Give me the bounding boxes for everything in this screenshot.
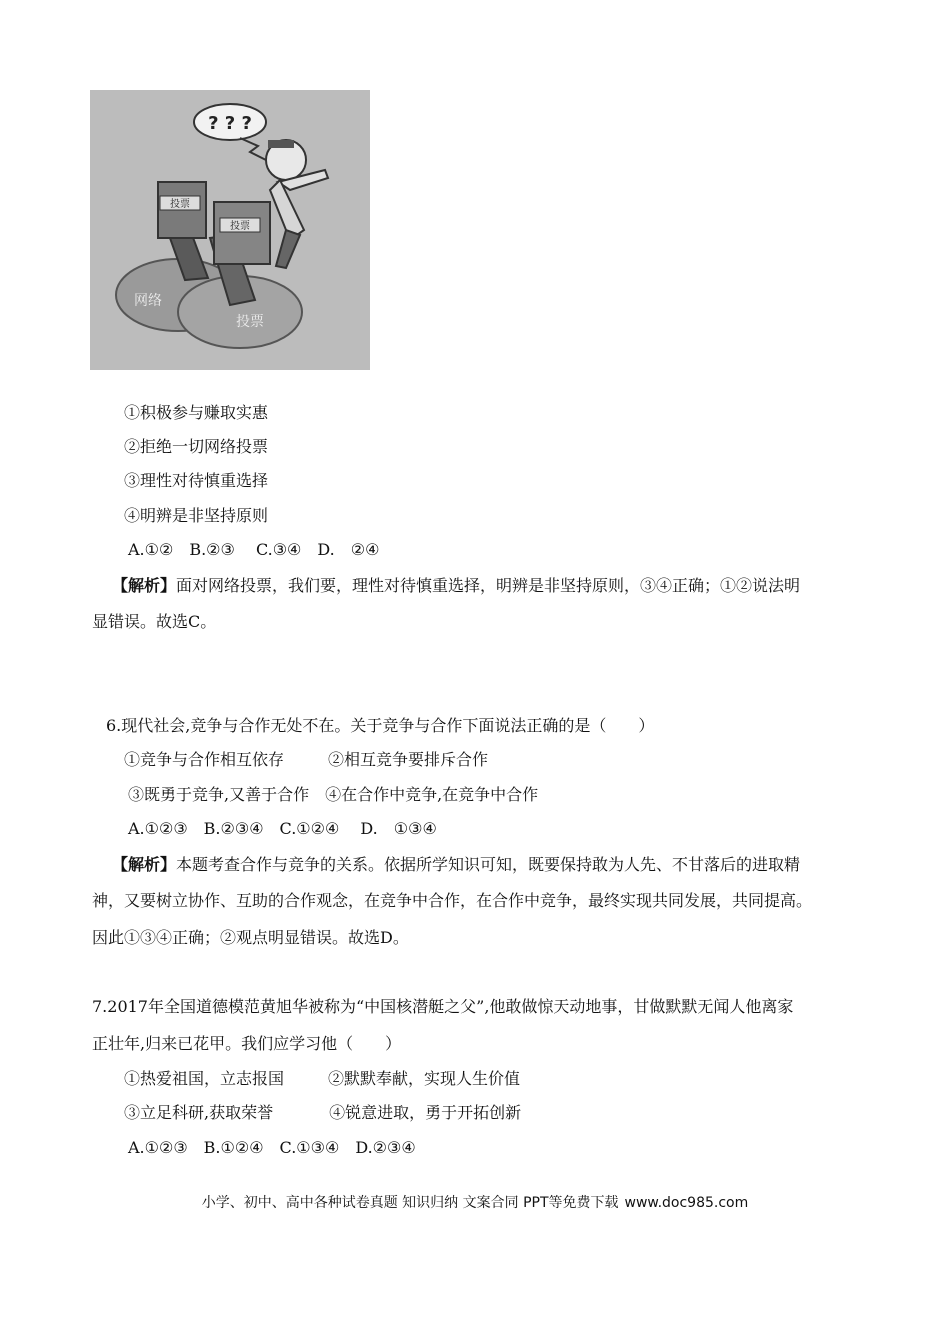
q7-option-4: ④锐意进取，勇于开拓创新 [329,1103,522,1122]
q5-option-2: ②拒绝一切网络投票 [124,437,269,456]
q7-option-2: ②默默奉献，实现人生价值 [328,1069,521,1088]
q6-options-row-2 [128,785,538,805]
q6-option-1: ①竞争与合作相互依存 [124,750,285,769]
q6-analysis-tag: 【解析】 [112,855,177,874]
q6-analysis-text-1: 本题考查合作与竞争的关系。依据所学知识可知，既要保持敢为人先、不甘落后的进取精 [176,855,801,874]
q6-analysis-line-3: 因此①③④正确；②观点明显错误。故选D。 [92,928,409,947]
q6-options-row-1 [124,750,488,770]
q6-choices: A.①②③ B.②③④ C.①②④ D. ①③④ [128,819,437,838]
q5-option-3: ③理性对待慎重选择 [124,471,269,490]
q7-options-row-1 [124,1069,520,1089]
voting-cartoon-image [90,90,370,370]
q5-analysis-line-1 [112,576,800,596]
bubble-right-label: 投票 [236,314,264,330]
q6-analysis-line-1 [112,855,800,875]
page-footer [0,1192,950,1212]
footer-text: 小学、初中、高中各种试卷真题 知识归纳 文案合同 PPT等免费下载 [201,1195,619,1211]
q7-choices: A.①②③ B.①②④ C.①③④ D.②③④ [128,1138,416,1157]
ballot-box-right-label: 投票 [230,221,250,232]
q7-options-row-2 [124,1103,521,1123]
q6-option-3: ③既勇于竞争,又善于合作 [128,785,310,804]
q6-analysis-line-2: 神，又要树立协作、互助的合作观念，在竞争中合作，在合作中竞争，最终实现共同发展，共同提高。 [92,891,813,910]
q5-option-1: ①积极参与赚取实惠 [124,403,269,422]
q7-stem-line-2: 正壮年,归来已花甲。我们应学习他（ ） [92,1034,402,1053]
q5-choices: A.①② B.②③ C.③④ D. ②④ [128,540,380,559]
q6-option-4: ④在合作中竞争,在竞争中合作 [325,785,539,804]
ballot-box-left-label: 投票 [170,199,190,210]
q7-stem-line-1: 7.2017年全国道德模范黄旭华被称为“中国核潜艇之父”,他敢做惊天动地事，甘做默默无闻人他离家 [92,997,794,1016]
footer-url[interactable]: www.doc985.com [624,1195,749,1211]
thought-bubble-text: ? ? ? [208,113,252,134]
q7-option-1: ①热爱祖国，立志报国 [124,1069,285,1088]
q6-option-2: ②相互竞争要排斥合作 [328,750,489,769]
bubble-left-label: 网络 [134,293,162,309]
q5-analysis-tag: 【解析】 [112,576,177,595]
q5-option-4: ④明辨是非坚持原则 [124,506,269,525]
q7-option-3: ③立足科研,获取荣誉 [124,1103,274,1122]
q5-analysis-line-2: 显错误。故选C。 [92,612,217,631]
q5-analysis-text-1: 面对网络投票，我们要，理性对待慎重选择，明辨是非坚持原则，③④正确；①②说法明 [176,576,801,595]
q6-stem: 6.现代社会,竞争与合作无处不在。关于竞争与合作下面说法正确的是（ ） [106,716,655,735]
cartoon-illustration [90,90,370,370]
